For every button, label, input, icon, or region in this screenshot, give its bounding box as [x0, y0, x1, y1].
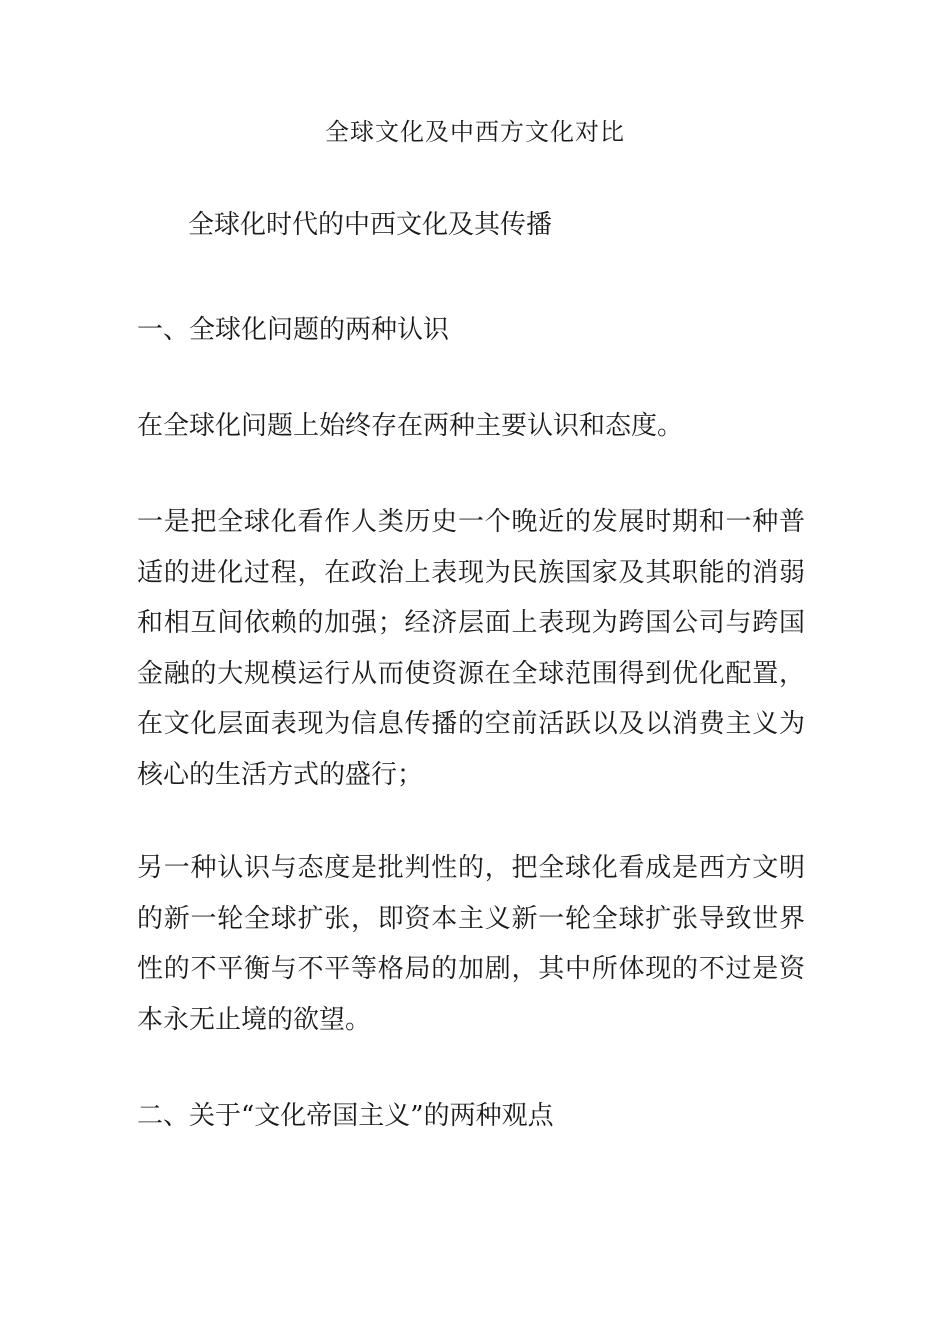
paragraph-2: 一是把全球化看作人类历史一个晚近的发展时期和一种普适的进化过程，在政治上表现为民族国家及其职能的消弱和相互间依赖的加强；经济层面上表现为跨国公司与跨国金融的大规模运行从而使资源在全球范围得到优化配置，在文化层面表现为信息传播的空前活跃以及以消费主义为核心的生活方式的盛行；	[137, 507, 805, 790]
paragraph-1: 在全球化问题上始终存在两种主要认识和态度。	[137, 411, 684, 441]
paragraph-3: 另一种认识与态度是批判性的，把全球化看成是西方文明的新一轮全球扩张，即资本主义新一轮全球扩张导致世界性的不平衡与不平等格局的加剧，其中所体现的不过是资本永无止境的欲望。	[137, 853, 805, 1035]
section-heading-2: 二、关于“文化帝国主义”的两种观点	[137, 1101, 554, 1131]
section-heading-1: 一、全球化问题的两种认识	[137, 315, 450, 345]
document-title: 全球文化及中西方文化对比	[325, 118, 625, 146]
document-subtitle: 全球化时代的中西文化及其传播	[188, 210, 553, 240]
